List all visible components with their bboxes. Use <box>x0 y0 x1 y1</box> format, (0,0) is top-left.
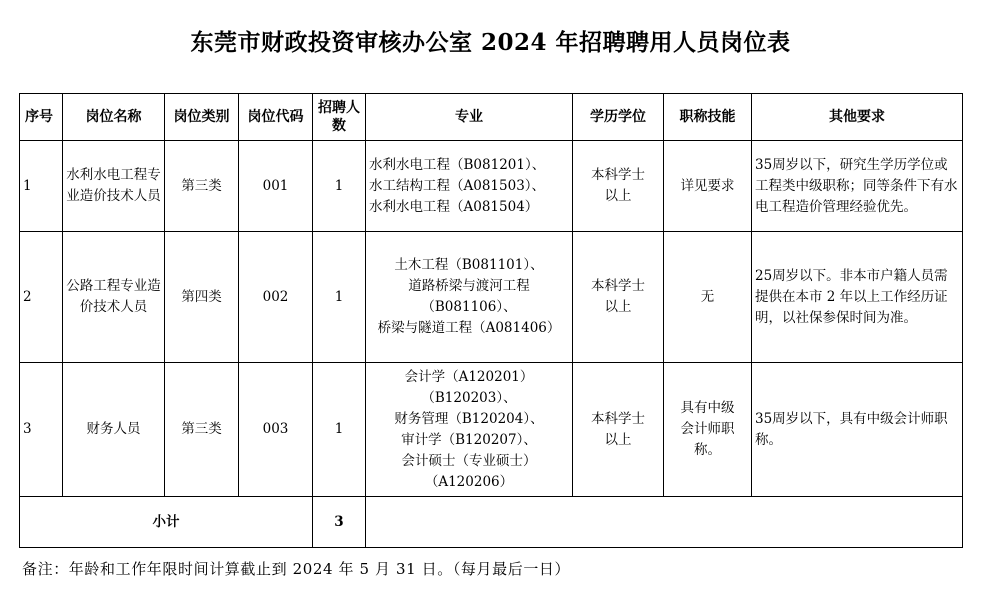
header-position-category: 岗位类别 <box>165 94 239 141</box>
header-headcount: 招聘人数 <box>313 94 366 141</box>
cell-other-requirements: 35周岁以下，具有中级会计师职称。 <box>752 363 963 497</box>
cell-position-category: 第四类 <box>165 232 239 363</box>
position-table <box>19 93 963 548</box>
cell-headcount: 1 <box>313 363 366 497</box>
cell-major: 会计学（A120201） （B120203）、 财务管理（B120204）、 审计学（B120207）、 会计硕士（专业硕士） （A120206） <box>366 363 573 497</box>
header-other-requirements: 其他要求 <box>752 94 963 141</box>
cell-title-skill: 无 <box>664 232 752 363</box>
cell-education: 本科学士 以上 <box>573 363 664 497</box>
header-education: 学历学位 <box>573 94 664 141</box>
cell-headcount: 1 <box>313 232 366 363</box>
cell-title-skill: 具有中级 会计师职 称。 <box>664 363 752 497</box>
cell-position-name: 公路工程专业造价技术人员 <box>63 232 165 363</box>
cell-major: 水利水电工程（B081201）、 水工结构工程（A081503）、 水利水电工程（A081504） <box>366 141 573 232</box>
subtotal-empty-cell <box>366 497 963 548</box>
cell-seq: 2 <box>20 232 63 363</box>
page-title: 东莞市财政投资审核办公室 2024 年招聘聘用人员岗位表 <box>190 29 791 56</box>
header-position-name: 岗位名称 <box>63 94 165 141</box>
cell-position-code: 001 <box>239 141 313 232</box>
cell-major: 土木工程（B081101）、 道路桥梁与渡河工程 （B081106）、 桥梁与隧道工程（A081406） <box>366 232 573 363</box>
cell-headcount: 1 <box>313 141 366 232</box>
cell-position-name: 水利水电工程专业造价技术人员 <box>63 141 165 232</box>
header-title-skill: 职称技能 <box>664 94 752 141</box>
header-major: 专业 <box>366 94 573 141</box>
subtotal-row <box>20 497 963 548</box>
table-row <box>20 141 963 232</box>
cell-position-code: 003 <box>239 363 313 497</box>
subtotal-label: 小计 <box>20 497 313 548</box>
table-header-row <box>20 94 963 141</box>
subtotal-value: 3 <box>313 497 366 548</box>
footnote: 备注：年龄和工作年限时间计算截止到 2024 年 5 月 31 日。（每月最后一日） <box>22 560 571 578</box>
cell-education: 本科学士 以上 <box>573 232 664 363</box>
cell-position-name: 财务人员 <box>63 363 165 497</box>
cell-education: 本科学士 以上 <box>573 141 664 232</box>
cell-other-requirements: 25周岁以下。非本市户籍人员需提供在本市 2 年以上工作经历证明，以社保参保时间为准。 <box>752 232 963 363</box>
cell-position-code: 002 <box>239 232 313 363</box>
header-position-code: 岗位代码 <box>239 94 313 141</box>
cell-position-category: 第三类 <box>165 363 239 497</box>
table-row <box>20 363 963 497</box>
table-row <box>20 232 963 363</box>
cell-title-skill: 详见要求 <box>664 141 752 232</box>
header-seq: 序号 <box>20 94 63 141</box>
cell-seq: 3 <box>20 363 63 497</box>
cell-seq: 1 <box>20 141 63 232</box>
cell-position-category: 第三类 <box>165 141 239 232</box>
cell-other-requirements: 35周岁以下，研究生学历学位或工程类中级职称；同等条件下有水电工程造价管理经验优先。 <box>752 141 963 232</box>
